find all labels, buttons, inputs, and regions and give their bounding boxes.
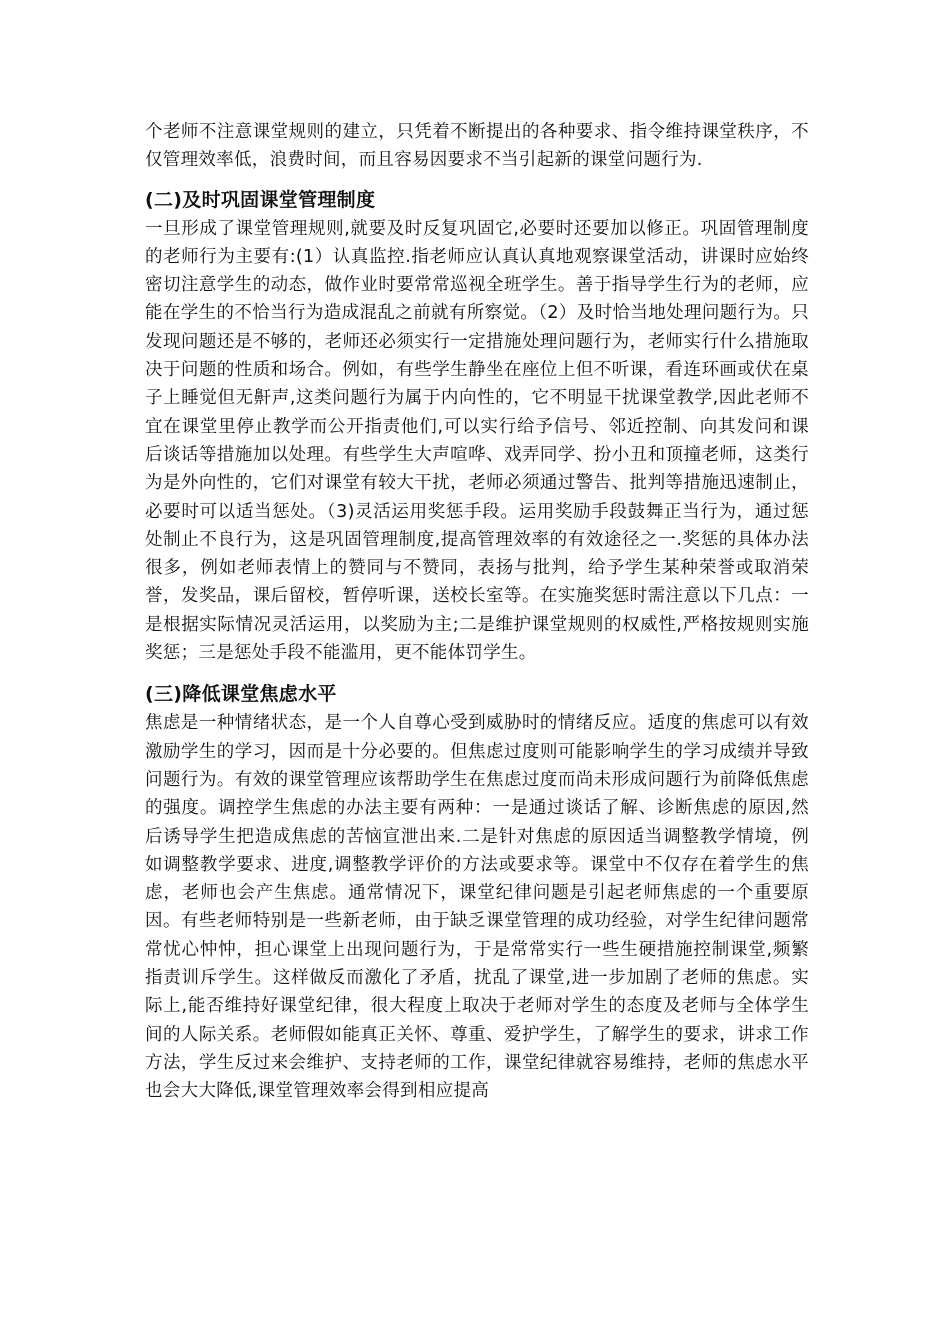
intro-paragraph: 个老师不注意课堂规则的建立，只凭着不断提出的各种要求、指令维持课堂秩序，不仅管理效率低，浪费时间，而且容易因要求不当引起新的课堂问题行为. <box>145 122 809 171</box>
section-heading-consolidate-management: (二)及时巩固课堂管理制度 <box>145 188 376 211</box>
section-paragraph-reduce-anxiety: 焦虑是一种情绪状态，是一个人自尊心受到威胁时的情绪反应。适度的焦虑可以有效激励学生的学习，因而是十分必要的。但焦虑过度则可能影响学生的学习成绩并导致问题行为。有效的课堂管理应该帮助学生在焦虑过度而尚未形成问题行为前降低焦虑的强度。调控学生焦虑的办法主要有两种：一是通过谈话了解、诊断焦虑的原因,然后诱导学生把造成焦虑的苦恼宣泄出来.二是针对焦虑的原因适当调整教学情境，例如调整教学要求、进度,调整教学评价的方法或要求等。课堂中不仅存在着学生的焦虑，老师也会产生焦虑。通常情况下，课堂纪律问题是引起老师焦虑的一个重要原因。有些老师特别是一些新老师，由于缺乏课堂管理的成功经验，对学生纪律问题常常忧心忡忡，担心课堂上出现问题行为，于是常常实行一些生硬措施控制课堂,频繁指责训斥学生。这样做反而激化了矛盾，扰乱了课堂,进一步加剧了老师的焦虑。实际上,能否维持好课堂纪律，很大程度上取决于老师对学生的态度及老师与全体学生间的人际关系。老师假如能真正关怀、尊重、爱护学生，了解学生的要求，讲求工作方法，学生反过来会维护、支持老师的工作，课堂纪律就容易维持，老师的焦虑水平也会大大降低,课堂管理效率会得到相应提高 <box>145 713 809 1102</box>
document-page <box>145 118 809 1106</box>
section-heading-reduce-anxiety: (三)降低课堂焦虑水平 <box>145 683 337 706</box>
section-paragraph-consolidate-management: 一旦形成了课堂管理规则,就要及时反复巩固它,必要时还要加以修正。巩固管理制度的老师行为主要有:(1）认真监控.指老师应认真认真地观察课堂活动，讲课时应始终密切注意学生的动态，做作业时要常常巡视全班学生。善于指导学生行为的老师，应能在学生的不恰当行为造成混乱之前就有所察觉。（2）及时恰当地处理问题行为。只发现问题还是不够的，老师还必须实行一定措施处理问题行为，老师实行什么措施取决于问题的性质和场合。例如，有些学生静坐在座位上但不听课，看连环画或伏在桌子上睡觉但无鼾声,这类问题行为属于内向性的，它不明显干扰课堂教学,因此老师不宜在课堂里停止教学而公开指责他们,可以实行给予信号、邻近控制、向其发问和课后谈话等措施加以处理。有些学生大声喧哗、戏弄同学、扮小丑和顶撞老师，这类行为是外向性的，它们对课堂有较大干扰，老师必须通过警告、批判等措施迅速制止，必要时可以适当惩处。（3)灵活运用奖惩手段。运用奖励手段鼓舞正当行为，通过惩处制止不良行为，这是巩固管理制度,提高管理效率的有效途径之一.奖惩的具体办法很多，例如老师表情上的赞同与不赞同，表扬与批判，给予学生某种荣誉或取消荣誉，发奖品，课后留校，暂停听课，送校长室等。在实施奖惩时需注意以下几点：一是根据实际情况灵活运用，以奖励为主;二是维护课堂规则的权威性,严格按规则实施奖惩；三是惩处手段不能滥用，更不能体罚学生。 <box>145 218 809 664</box>
